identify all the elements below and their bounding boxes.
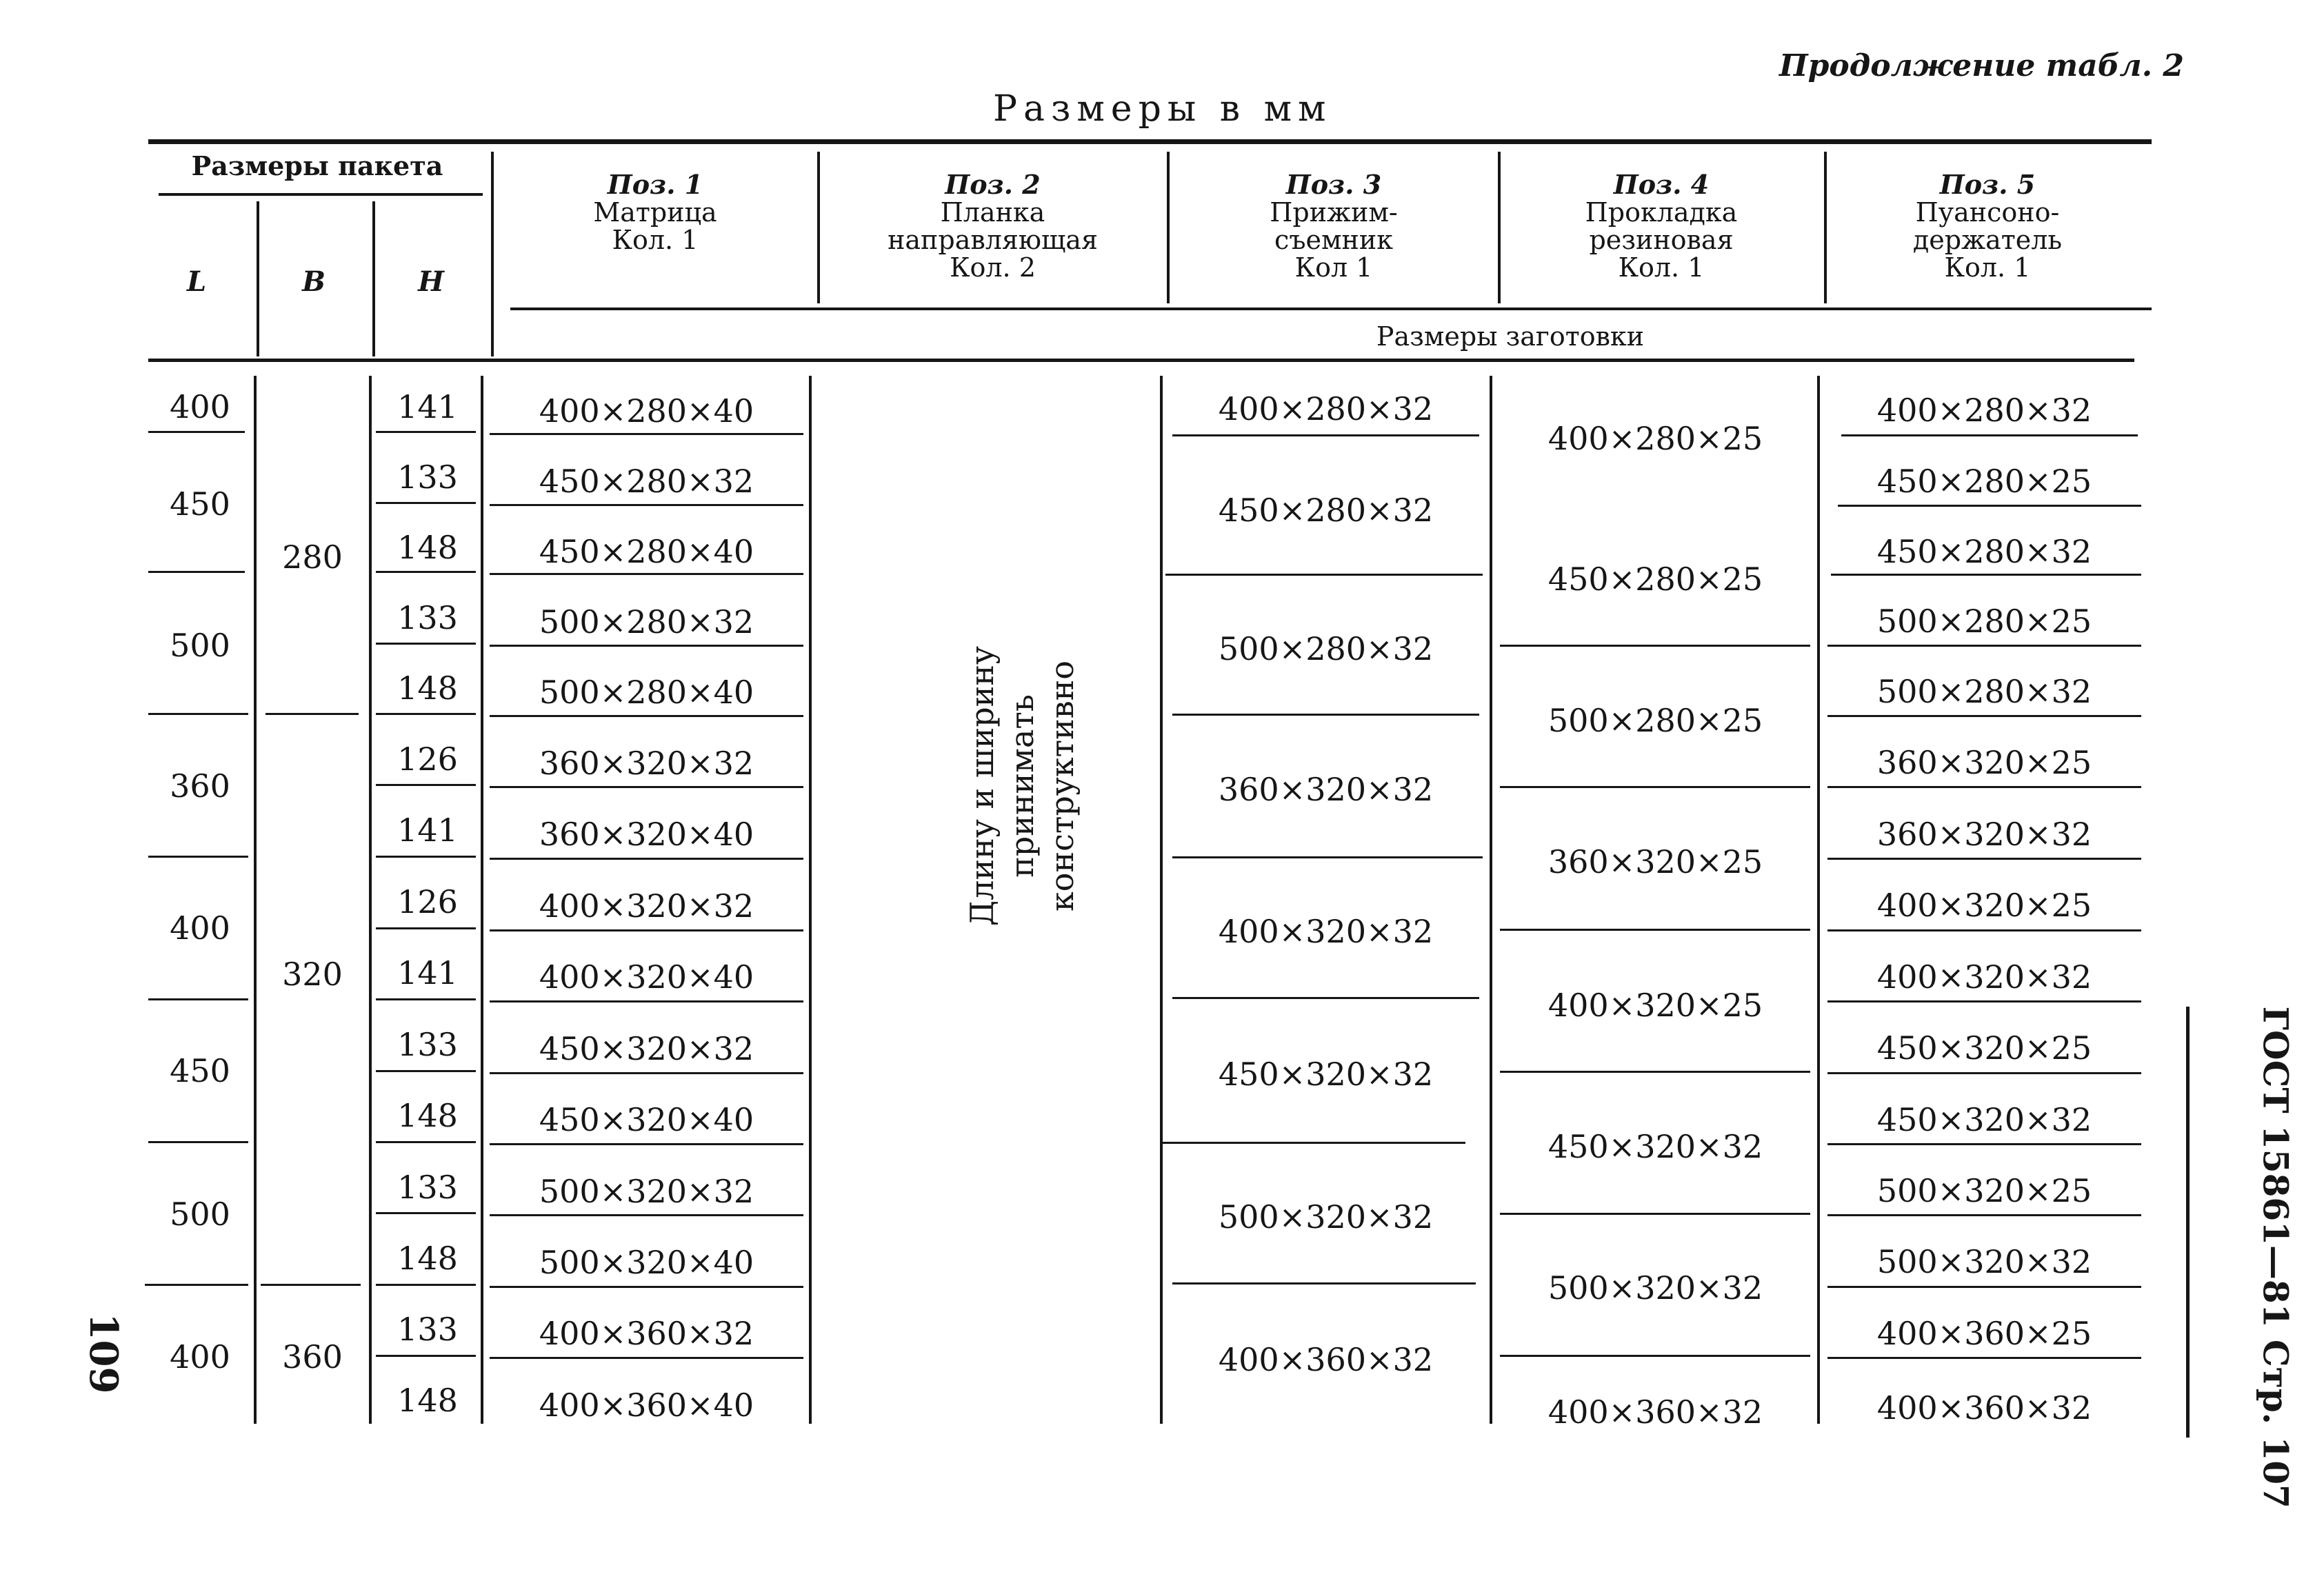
H-cell: 133 bbox=[397, 1026, 458, 1063]
H-cell: 148 bbox=[397, 1240, 458, 1277]
pos1-cell: 400×320×32 bbox=[539, 887, 754, 925]
pos5-cell: 450×280×25 bbox=[1876, 463, 2092, 500]
pos4-cell: 500×280×25 bbox=[1547, 702, 1763, 739]
H-cell: 126 bbox=[397, 883, 458, 920]
pos5-cell: 400×320×32 bbox=[1876, 958, 2092, 996]
L-cell: 450 bbox=[170, 485, 230, 523]
pos1-cell: 450×320×32 bbox=[539, 1030, 754, 1067]
side-label-rule bbox=[2186, 1007, 2190, 1438]
pos3-cell: 400×280×32 bbox=[1218, 390, 1434, 427]
pos2-note: Длину и ширину принимать конструктивно bbox=[963, 645, 1081, 927]
H-cell: 133 bbox=[397, 599, 458, 636]
pos5-cell: 450×320×32 bbox=[1876, 1101, 2092, 1138]
pos1-cell: 500×320×32 bbox=[539, 1173, 754, 1210]
header-bottom-rule bbox=[148, 359, 2134, 362]
packet-title-rule bbox=[159, 193, 483, 196]
L-cell: 500 bbox=[170, 1196, 230, 1233]
pos5-cell: 500×320×25 bbox=[1876, 1172, 2092, 1209]
header-pos4: Поз. 4 Прокладка резиновая Кол. 1 bbox=[1585, 169, 1738, 283]
pos3-cell: 400×320×32 bbox=[1218, 913, 1434, 950]
pos5-cell: 400×360×25 bbox=[1876, 1315, 2092, 1352]
pos4-cell: 450×280×25 bbox=[1547, 561, 1763, 598]
header-H: H bbox=[418, 265, 444, 298]
pos4-cell: 450×320×32 bbox=[1547, 1128, 1763, 1165]
pos4-cell: 360×320×25 bbox=[1547, 843, 1763, 880]
pos3-cell: 450×280×32 bbox=[1218, 492, 1434, 529]
pos3-cell: 500×320×32 bbox=[1218, 1198, 1434, 1236]
H-cell: 141 bbox=[397, 388, 458, 425]
units-caption: Размеры в мм bbox=[993, 88, 1332, 130]
pos1-cell: 500×320×40 bbox=[539, 1244, 754, 1281]
pos3-cell: 500×280×32 bbox=[1218, 630, 1434, 667]
L-cell: 400 bbox=[170, 909, 230, 947]
header-pos1: Поз. 1 Матрица Кол. 1 bbox=[593, 169, 717, 255]
H-cell: 148 bbox=[397, 1382, 458, 1419]
pos4-cell: 400×360×32 bbox=[1547, 1393, 1763, 1431]
pos1-cell: 400×360×40 bbox=[539, 1387, 754, 1424]
B-cell: 360 bbox=[282, 1338, 343, 1376]
header-pos3: Поз. 3 Прижим- съемник Кол 1 bbox=[1270, 169, 1398, 283]
pos5-cell: 400×280×32 bbox=[1876, 392, 2092, 429]
pos4-cell: 400×320×25 bbox=[1547, 987, 1763, 1024]
H-cell: 148 bbox=[397, 669, 458, 707]
pos4-cell: 500×320×32 bbox=[1547, 1269, 1763, 1307]
pos4-cell: 400×280×25 bbox=[1547, 420, 1763, 457]
header-pos5: Поз. 5 Пуансоно- держатель Кол. 1 bbox=[1912, 169, 2063, 283]
B-cell: 280 bbox=[282, 538, 343, 576]
pos5-cell: 450×280×32 bbox=[1876, 533, 2092, 570]
pos1-cell: 450×320×40 bbox=[539, 1101, 754, 1138]
pos1-cell: 360×320×40 bbox=[539, 816, 754, 853]
B-cell: 320 bbox=[282, 956, 343, 993]
blank-sizes-title: Размеры заготовки bbox=[1376, 321, 1645, 352]
table-top-rule bbox=[148, 139, 2152, 144]
pos5-cell: 360×320×25 bbox=[1876, 744, 2092, 781]
L-cell: 500 bbox=[170, 627, 230, 664]
L-cell: 450 bbox=[170, 1052, 230, 1089]
pos1-cell: 400×320×40 bbox=[539, 958, 754, 996]
H-cell: 148 bbox=[397, 529, 458, 566]
pos1-cell: 360×320×32 bbox=[539, 745, 754, 782]
pos5-cell: 450×320×25 bbox=[1876, 1029, 2092, 1067]
continuation-note: Продолжение табл. 2 bbox=[1779, 48, 2184, 83]
pos1-cell: 400×360×32 bbox=[539, 1315, 754, 1352]
pos3-cell: 450×320×32 bbox=[1218, 1056, 1434, 1093]
H-cell: 133 bbox=[397, 459, 458, 496]
packet-sizes-title: Размеры пакета bbox=[191, 150, 443, 181]
pos1-cell: 500×280×40 bbox=[539, 674, 754, 711]
H-cell: 148 bbox=[397, 1097, 458, 1134]
standard-page-label: ГОСТ 15861—81 Стр. 107 bbox=[2255, 1006, 2296, 1509]
L-cell: 360 bbox=[170, 767, 230, 805]
pos3-cell: 400×360×32 bbox=[1218, 1341, 1434, 1378]
header-B: B bbox=[302, 265, 325, 298]
pos3-cell: 360×320×32 bbox=[1218, 771, 1434, 808]
H-cell: 141 bbox=[397, 954, 458, 991]
pos1-cell: 400×280×40 bbox=[539, 392, 754, 430]
pos1-cell: 450×280×40 bbox=[539, 533, 754, 570]
header-pos2: Поз. 2 Планка направляющая Кол. 2 bbox=[888, 169, 1098, 283]
pos5-cell: 500×280×32 bbox=[1876, 673, 2092, 710]
H-cell: 133 bbox=[397, 1311, 458, 1348]
pos5-cell: 360×320×32 bbox=[1876, 816, 2092, 853]
pos5-cell: 500×280×25 bbox=[1876, 603, 2092, 640]
L-cell: 400 bbox=[170, 388, 230, 425]
pos5-cell: 500×320×32 bbox=[1876, 1243, 2092, 1280]
L-cell: 400 bbox=[170, 1338, 230, 1376]
H-cell: 141 bbox=[397, 812, 458, 849]
pos5-cell: 400×360×32 bbox=[1876, 1389, 2092, 1427]
pos1-cell: 500×280×32 bbox=[539, 603, 754, 641]
H-cell: 133 bbox=[397, 1169, 458, 1206]
header-L: L bbox=[186, 265, 207, 298]
pos5-cell: 400×320×25 bbox=[1876, 887, 2092, 924]
H-cell: 126 bbox=[397, 740, 458, 778]
pos1-cell: 450×280×32 bbox=[539, 463, 754, 500]
page-number: 109 bbox=[81, 1313, 126, 1394]
